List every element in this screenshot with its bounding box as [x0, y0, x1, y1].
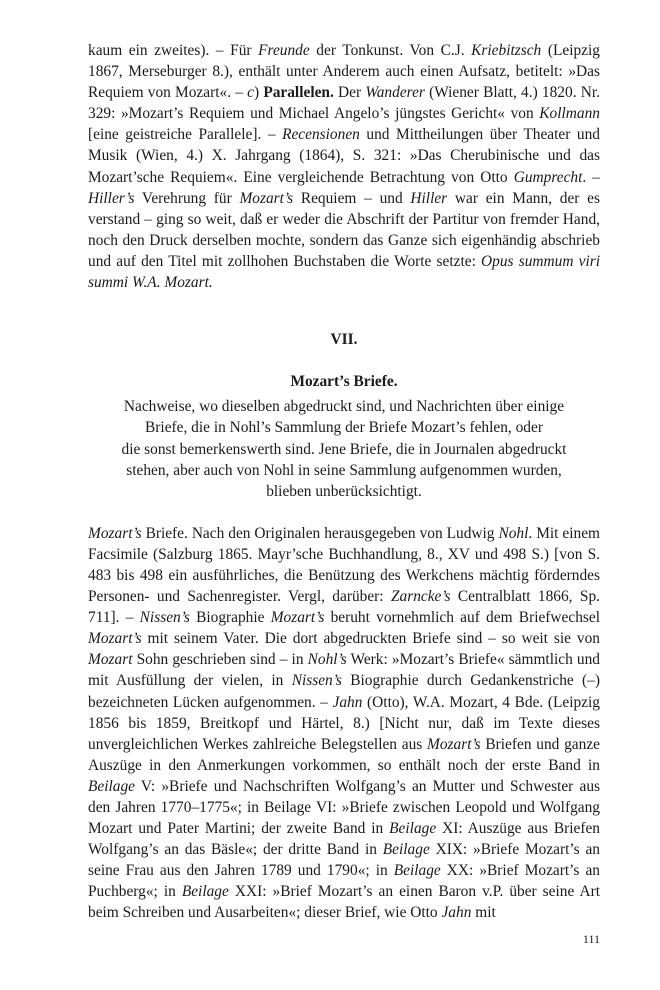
- italic-text-run: Recensionen: [282, 126, 360, 144]
- italic-text-run: Jahn: [441, 904, 472, 922]
- italic-text-run: Mozart’s: [239, 189, 294, 207]
- text-run: XIX: »Briefe Mozart’s an seine Frau aus den Jahren 1789 und 1790«; in: [88, 841, 600, 880]
- intro-line: blieben unberücksichtigt.: [266, 482, 422, 500]
- chapter-intro: [88, 396, 600, 501]
- text-run: [eine geistreiche Parallele]. –: [88, 126, 283, 144]
- text-run: . –: [582, 168, 601, 186]
- chapter-number: VII.: [330, 331, 358, 349]
- text-run: beruht vornehmlich auf dem Briefwechsel: [324, 609, 600, 627]
- text-run: Der: [333, 84, 366, 102]
- text-run: Briefen und ganze Auszüge in den Anmerkungen vorkommen, so enthält noch der erste Band in: [88, 735, 600, 774]
- intro-line: Briefe, die in Nohl’s Sammlung der Briefe Mozart’s fehlen, oder: [145, 419, 543, 437]
- text-run: . Mit einem Facsimile (Salzburg 1865. Mayr’sche Buchhandlung, 8., XV und 498 S.) [von S. 483 bis 498 ein ausführliches, die Benützung des Werkchens mächtig förderndes Personen- und Sachenregister. Vergl, darüber:: [88, 524, 601, 606]
- italic-text-run: Mozart’s: [427, 735, 481, 753]
- italic-text-run: Beilage: [382, 841, 430, 859]
- italic-text-run: Hiller: [410, 189, 448, 207]
- italic-text-run: Mozart: [88, 651, 133, 669]
- text-run: XI: Auszüge aus Briefen Wolfgang’s an das Bäsle«; der dritte Band in: [88, 820, 600, 859]
- text-run: und Mittheilungen über Theater und Musik (Wien, 4.) X. Jahrgang (1864), S. 321: »Das Cherubinische und das Mozart’sche Requiem«. Eine vergleichende Betrachtung von Otto: [88, 126, 600, 186]
- italic-text-run: Nohl: [498, 524, 529, 542]
- italic-text-run: Beilage: [181, 883, 229, 901]
- italic-text-run: Gumprecht: [513, 168, 583, 186]
- italic-text-run: Mozart’s: [88, 630, 142, 648]
- text-run: (Leipzig 1867, Merseburger 8.), enthält unter Anderem auch einen Aufsatz, betitelt: »Das Requiem von Mozart«. –: [88, 42, 600, 102]
- text-run: mit: [471, 904, 496, 922]
- text-run: (Wiener Blatt, 4.) 1820. Nr. 329: »Mozart’s Requiem und Michael Angelo’s jüngstes Gericht« von: [88, 84, 600, 123]
- page-number: 111: [582, 932, 600, 946]
- italic-text-run: Opus summum viri summi W.A. Mozart.: [88, 252, 600, 292]
- italic-text-run: Zarncke’s: [390, 588, 451, 606]
- intro-line: Nachweise, wo dieselben abgedruckt sind, und Nachrichten über einige: [123, 398, 565, 416]
- text-run: mit seinem Vater. Die dort abgedruckten Briefe sind – so weit sie von: [141, 630, 600, 648]
- text-run: (Otto), W.A. Mozart, 4 Bde. (Leipzig 1856 bis 1859, Breitkopf und Härtel, 8.) [Nicht nur, daß im Texte dieses unvergleichlichen Werkes zahlreiche Belegstellen aus: [88, 693, 600, 753]
- text-run: XX: »Brief Mozart’s an Puchberg«; in: [88, 862, 600, 901]
- italic-text-run: Kollmann: [539, 105, 600, 123]
- italic-text-run: Kriebitzsch: [471, 42, 542, 59]
- italic-text-run: Mozart’s: [88, 524, 142, 542]
- italic-text-run: Jahn: [332, 693, 363, 711]
- text-run: war ein Mann, der es verstand – ging so weit, daß er weder die Abschrift der Partitur von fremder Hand, noch den Druck derselben mochte, sondern das Ganze sich eigenhändig abschrieb und auf den Titel mit zollhohen Buchstaben die Worte setzte:: [88, 189, 600, 270]
- bold-text-run: Parallelen.: [263, 84, 334, 102]
- italic-text-run: Hiller’s: [88, 189, 135, 207]
- text-run: XXI: »Brief Mozart’s an einen Baron v.P. über seine Art beim Schreiben und Ausarbeiten«; dieser Brief, wie Otto: [88, 883, 600, 922]
- text-run: ): [253, 84, 264, 102]
- text-run: der Tonkunst. Von C.J.: [309, 42, 472, 59]
- text-run: kaum ein zweites). – Für: [88, 42, 259, 59]
- text-run: Werk: »Mozart’s Briefe« sämmtlich und mit Ausfüllung der vielen, in: [88, 651, 600, 690]
- page-body: [88, 40, 600, 924]
- italic-text-run: Wanderer: [365, 84, 425, 102]
- text-run: Requiem – und: [293, 189, 411, 207]
- italic-text-run: c: [247, 84, 254, 102]
- italic-text-run: Nohl’s: [307, 651, 347, 669]
- intro-line: stehen, aber auch von Nohl in seine Sammlung aufgenommen wurden,: [126, 461, 562, 479]
- italic-text-run: Beilage: [393, 862, 441, 880]
- text-run: Centralblatt 1866, Sp. 711]. –: [88, 588, 600, 627]
- text-run: Briefe. Nach den Originalen herausgegeben von Ludwig: [141, 524, 499, 542]
- text-run: Verehrung für: [134, 189, 240, 207]
- text-run: Sohn geschrieben sind – in: [132, 651, 308, 669]
- italic-text-run: Beilage: [88, 777, 136, 795]
- italic-text-run: Nissen’s: [139, 609, 190, 627]
- intro-line: die sonst bemerkenswerth sind. Jene Briefe, die in Journalen abgedruckt: [121, 440, 567, 458]
- italic-text-run: Mozart’s: [270, 609, 325, 627]
- italic-text-run: Nissen’s: [291, 672, 342, 690]
- continuation-paragraph: [88, 40, 600, 293]
- text-run: Biographie: [189, 609, 271, 627]
- chapter-title: Mozart’s Briefe.: [290, 373, 398, 391]
- body-paragraph: [88, 523, 600, 924]
- text-run: V: »Briefe und Nachschriften Wolfgang’s an Mutter und Schwester aus den Jahren 1770–1775«; in Beilage VI: »Briefe zwischen Leopold und Wolfgang Mozart und Pater Martini; der zweite Band in: [88, 777, 600, 838]
- italic-text-run: Beilage: [389, 820, 437, 838]
- text-run: Biographie durch Gedankenstriche (–) bezeichneten Lücken aufgenommen. –: [88, 672, 600, 711]
- italic-text-run: Freunde: [258, 42, 310, 59]
